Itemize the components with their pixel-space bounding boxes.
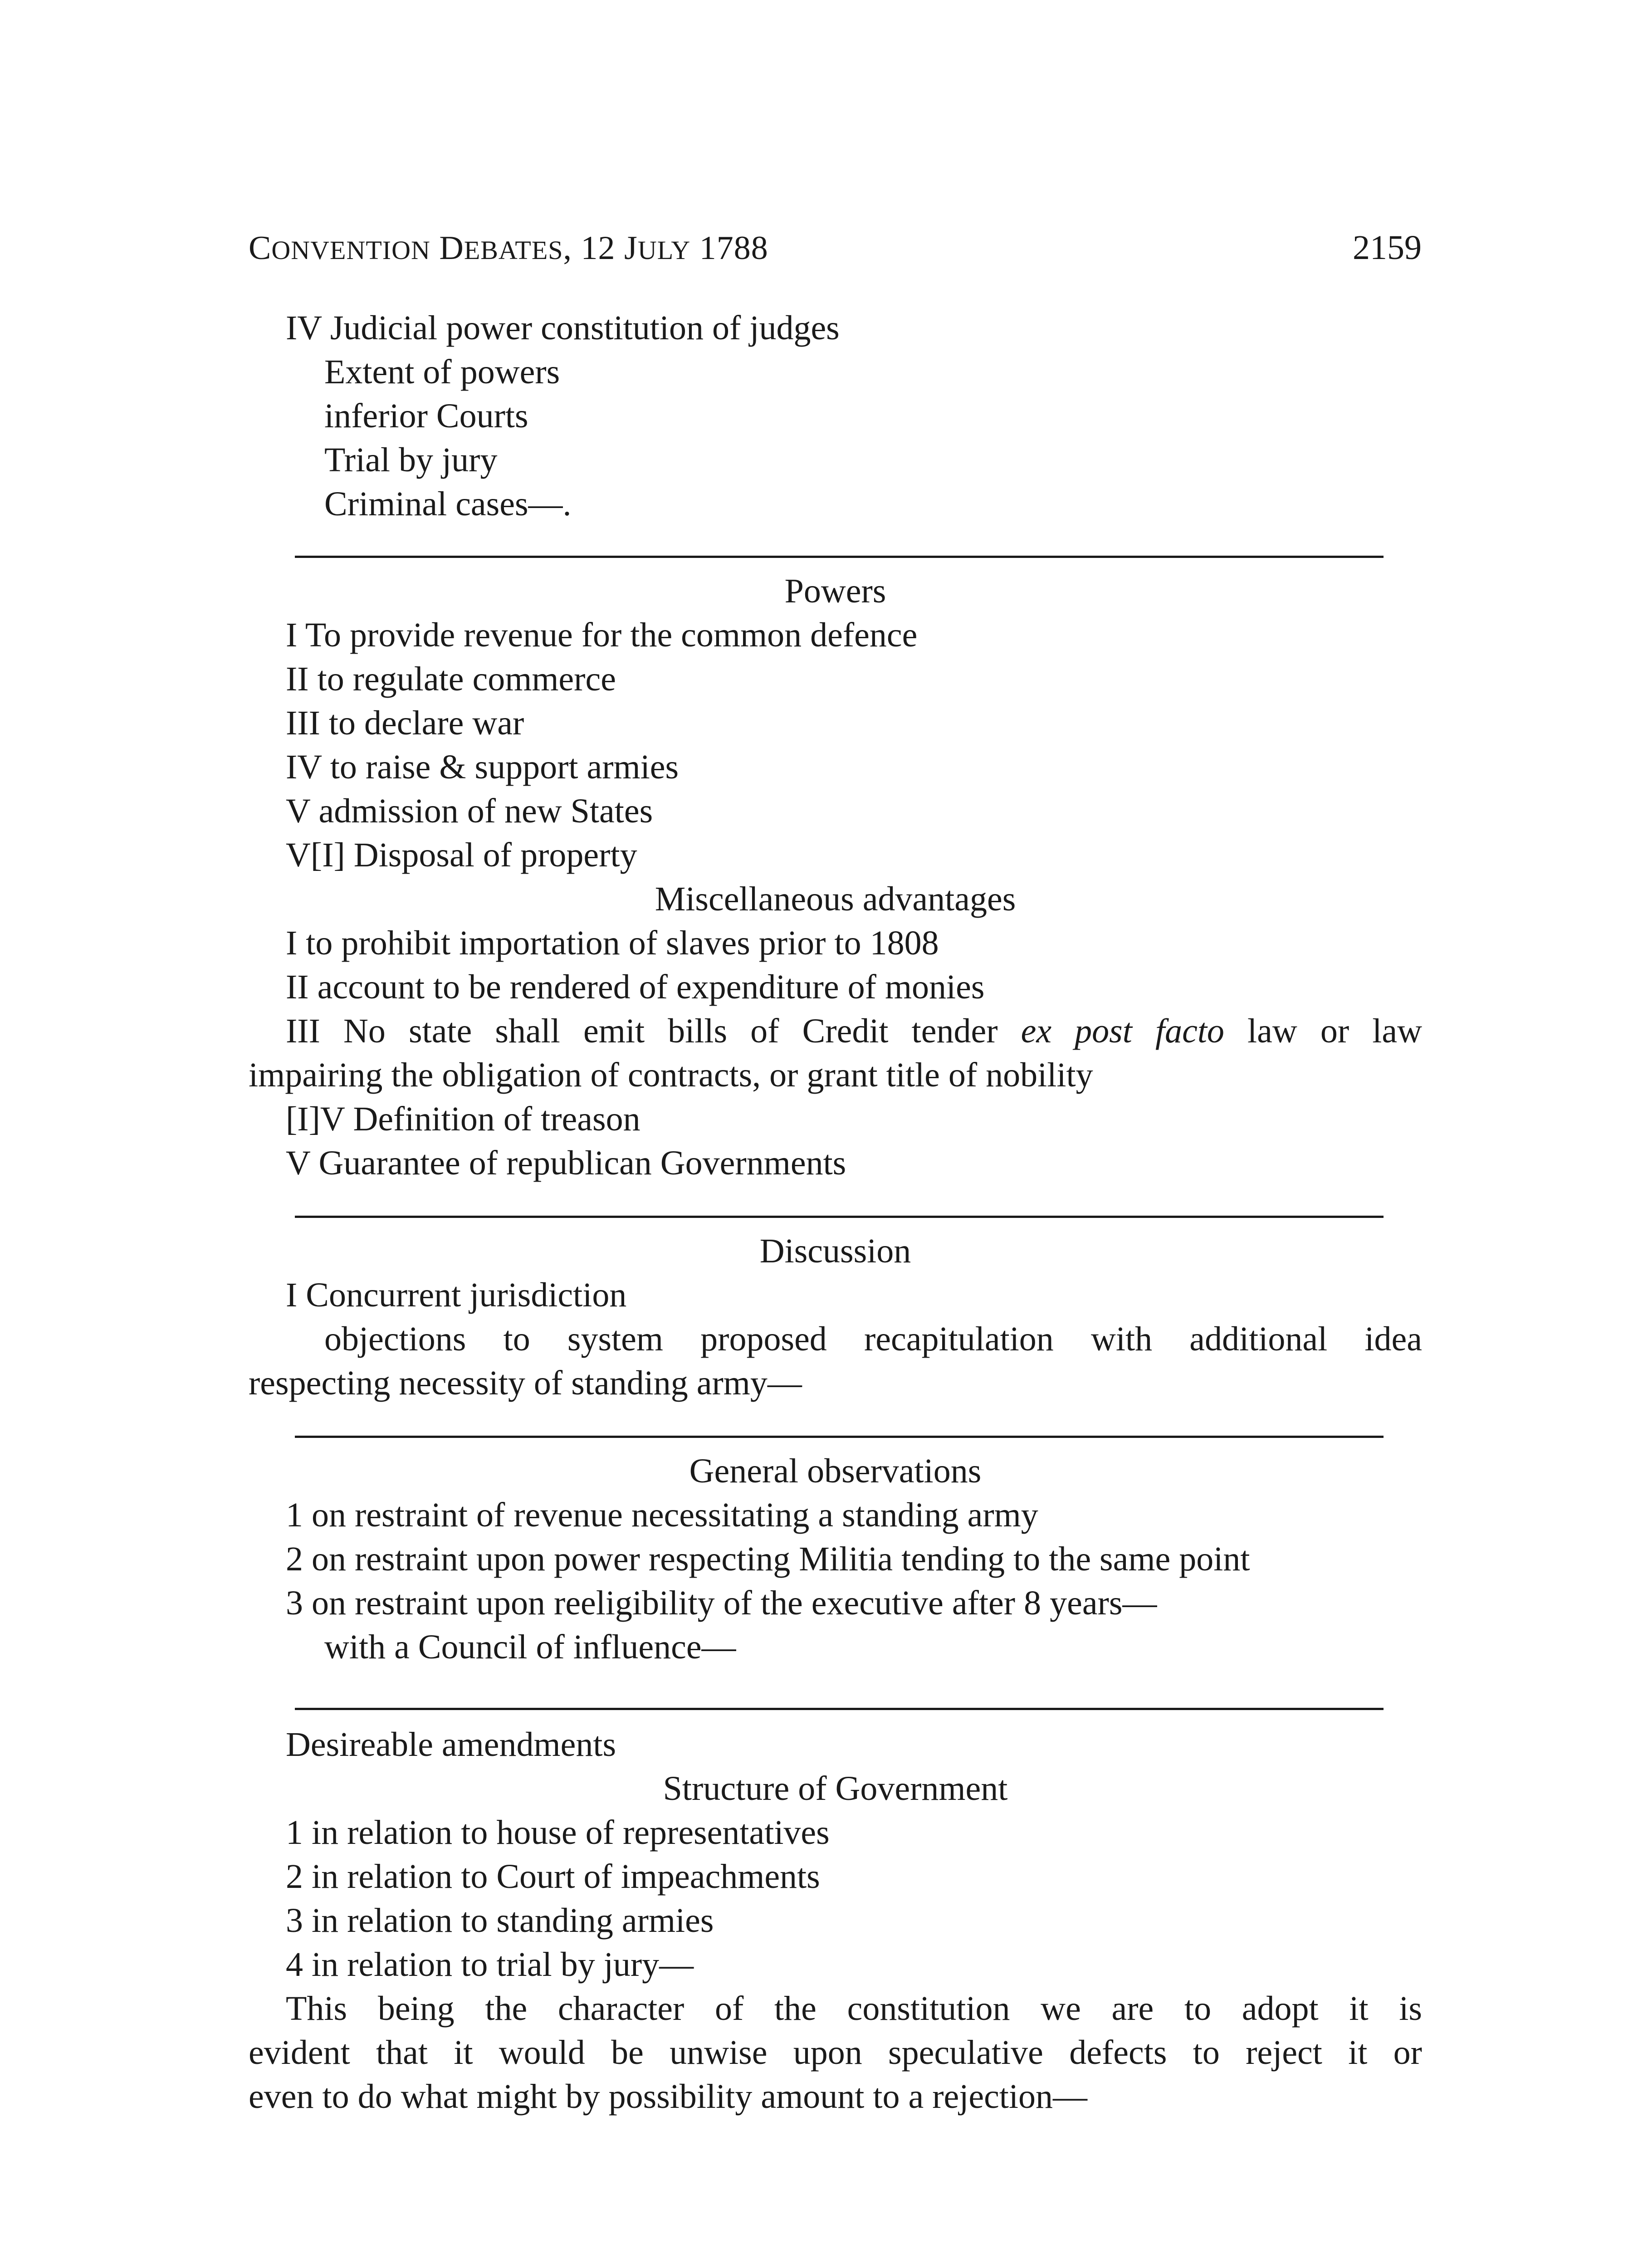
observation-item: 1 on restraint of revenue necessitating a standing army [286,1496,1038,1534]
powers-item: V[I] Disposal of property [286,836,637,874]
discussion-item: I Concurrent jurisdiction [286,1276,627,1314]
observation-item: 2 on restraint upon power respecting Militia tending to the same point [286,1540,1250,1578]
running-head-text: , 12 J [563,230,638,267]
section-divider [295,1216,1384,1218]
misc-item-3 [286,1014,1422,1048]
running-head-text: C [249,230,272,267]
misc-item: [I]V Definition of treason [286,1100,640,1138]
running-head [249,229,768,268]
judicial-item: Trial by jury [324,441,498,479]
subheading-structure: Structure of Government [663,1769,1008,1808]
closing-paragraph-line: even to do what might by possibility amount to a rejection— [249,2077,1088,2116]
observation-item: 3 on restraint upon reeligibility of the executive after 8 years— [286,1584,1157,1622]
powers-item: II to regulate commerce [286,660,616,698]
section-heading-amendments: Desireable amendments [286,1725,616,1764]
misc-item: V Guarantee of republican Governments [286,1144,846,1182]
judicial-item: inferior Courts [324,397,528,435]
closing-paragraph-line: evident that it would be unwise upon speculative defects to reject it or [249,2033,1422,2072]
misc-item-3-text: law or law [1224,1012,1422,1050]
running-head-text: 1788 [690,230,768,267]
section-heading-powers: Powers [784,572,886,610]
section-divider [295,556,1384,558]
discussion-paragraph-line: respecting necessity of standing army— [249,1364,802,1402]
powers-item: I To provide revenue for the common defence [286,616,918,654]
section-heading-discussion: Discussion [759,1232,911,1270]
powers-item: V admission of new States [286,792,653,830]
misc-item: I to prohibit importation of slaves prior to 1808 [286,924,939,962]
misc-item-3-text: III No state shall emit bills of Credit tender [286,1012,1021,1050]
misc-item-3-italic: ex post facto [1021,1012,1224,1050]
closing-paragraph-line: This being the character of the constitution we are to adopt it is [286,1989,1422,2028]
powers-item: IV to raise & support armies [286,748,679,786]
amendment-item: 2 in relation to Court of impeachments [286,1857,820,1896]
running-head-text: ONVENTION [271,235,430,265]
section-heading-misc: Miscellaneous advantages [655,880,1016,918]
page-number: 2159 [1353,229,1422,267]
amendment-item: 3 in relation to standing armies [286,1901,714,1940]
misc-item: II account to be rendered of expenditure of monies [286,968,985,1006]
misc-item-3-continuation: impairing the obligation of contracts, or grant title of nobility [249,1056,1093,1094]
running-head-text: ULY [637,235,691,265]
amendment-item: 4 in relation to trial by jury— [286,1945,694,1984]
section-divider [295,1436,1384,1438]
running-head-text: EBATES [464,235,563,265]
section-divider [295,1708,1384,1710]
section-heading-observations: General observations [689,1452,982,1490]
judicial-item: Criminal cases—. [324,485,572,523]
discussion-paragraph-line: objections to system proposed recapitulation with additional idea [324,1320,1422,1358]
observation-item-continuation: with a Council of influence— [324,1628,736,1666]
judicial-item: Extent of powers [324,353,560,391]
running-head-text: D [430,230,464,267]
amendment-item: 1 in relation to house of representatives [286,1813,830,1852]
judicial-title: IV Judicial power constitution of judges [286,309,840,347]
powers-item: III to declare war [286,704,524,742]
